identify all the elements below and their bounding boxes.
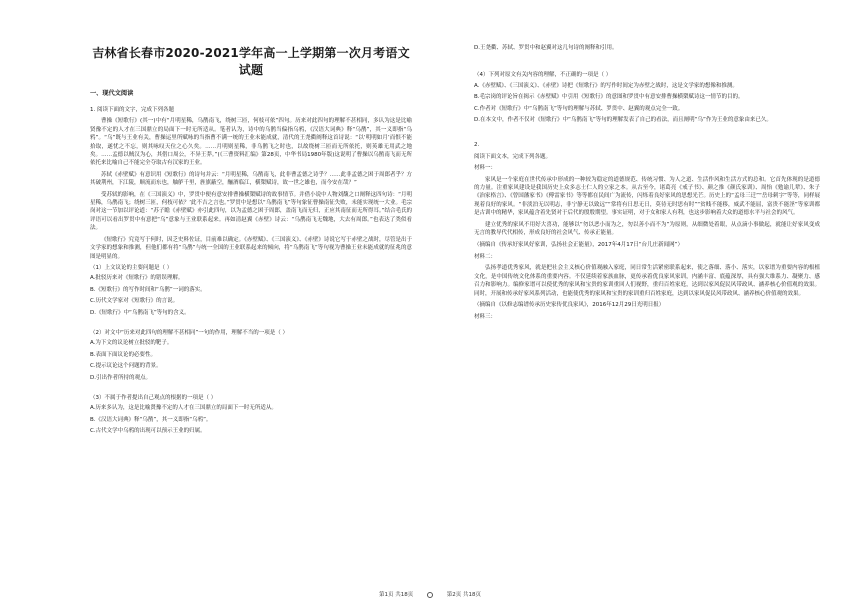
option-b: B.《短歌行》的写作时间和“乌鹊”一词的落实。 [90,286,206,293]
option-a: A.为下文的议论树立批驳的靶子。 [90,340,173,347]
option-b: B.毛宗岗的评论旨在揭示《赤壁赋》中引用《短歌行》的意图和罗贯中有意安排曹操横槊赋诗这一情节的目的。 [474,94,744,101]
page-number-left: 第1页 共18页 [379,592,414,598]
option-c: C.历代文学家对《短歌行》的言说。 [90,298,179,305]
material-paragraph: 建立优秀的家风不用好大喜功，能够以“勿以恶小而为之，勿以善小而不为”为原则，从细微处着眼，从点滴小事做起，就能让好家风变成无言的教导代代相传，形成良好的社会风气、传承正能量。 [474,221,820,237]
option-d: D.王尧衢、苏轼、罗贯中和赵翼对这几句诗的阐释和引用。 [474,45,618,51]
option-d: D.引出作者所持的观点。 [90,374,151,381]
option-a: A.批驳历来对《短歌行》的错误理解。 [90,275,184,282]
option-d: D.《短歌行》中“乌鹊南飞”等句的含义。 [90,309,190,316]
option-a: A.历来多认为，这是比喻贤豫不定的人才在三国鼎立的局面下一时无所适从。 [90,405,277,412]
page-footer [0,590,860,598]
question-intro: 1. 阅读下面的文字，完成下列各题 [90,107,174,113]
material-label: 材料一： [474,165,497,172]
option-c: C.作者对《短歌行》中“乌鹊南飞”等句的理解与苏轼、罗贯中、赵翼的观点完全一致。 [474,105,684,112]
section-heading: 一、现代文阅读 [90,90,134,97]
material-label: 材料三： [474,314,497,321]
option-a: A.《赤壁赋》、《三国演义》、《赤壁》诗把《短歌行》的写作时间定为赤壁之战时，这是文学家的想像和推测。 [474,82,738,89]
passage-paragraph-4: 《短歌行》究竟写于何时，因乏史料佐证，目前难以确定。《赤壁赋》、《三国演义》、《赤壁》诗说它写于赤壁之战时，尽管是出于文学家的想象和推测，但他们都有将“乌鹊”与统一全国的王业联系起来的倾向，将“乌鹊南飞”等句视为曹操王业未能成就的征兆的意图是明显的。 [90,236,412,260]
option-b: B.《汉语大词典》释“乌鹊”，其一义即指“乌鸦”。 [90,416,212,423]
passage-paragraph-1: 曹操《短歌行》(其一)中有“月明星稀，乌鹊南飞，绕树三匝，何枝可依”四句。历来对此四句的理解不甚相同，多认为这是比喻贤豫不定的人才在三国鼎立的局面下一时无所适从。笔者认为，诗中的乌鹊当偏指乌鸦，《汉语大词典》释“乌鹊”，其一义即指“乌鸦”。“乌”既与王业有关，曹操运里所赋咏的当指曹不满一统的王业未能成就，清代的王尧衢阐释这首诗说：“以‘明明如月’而恨不能拾取，遂忧之不忘，则其咏叹天位之心久矣。……月明则星稀，非乌鹊飞之时也，以故绕树三匝而无所依托，则英雄无用武之地矣。……孟德以贼汉为心，其借口周公，不异王莽。”(《三曹资料汇编》第28页，中华书局1980年版)这说明了曹操以乌鹊南飞而无所依托来比喻自己不能完全夺取古有汉家的王业。 [90,118,412,167]
subquestion-3: （3）不属于作者提出自己观点的根据的一项是（ ） [90,394,217,401]
option-c: C.古代文学中乌鸦的出现可以预示王业的归属。 [90,428,206,435]
question-number: 2. [474,142,480,149]
source-citation: （摘编自《传承好家风好家训，弘扬社会正能量》，2017年4月17日“台儿庄新闻网”） [474,241,683,248]
page-title: 吉林省长春市2020-2021学年高一上学期第一次月考语文试题 [92,46,410,77]
source-citation: （摘编自《以修志编谱传承历史家传优良家风》，2016年12月29日光明日报） [474,301,665,308]
page-number-right: 第2页 共18页 [446,592,481,598]
page-separator-icon [427,592,433,598]
subquestion-2: （2）对文中“历来对此四句的理解不甚相同”一句的作用，理解不当的一项是（ ） [90,329,288,336]
material-paragraph: 弘扬孝道优秀家风，就是把社会主义核心价值观融入家庭，同日常生活紧密联系起来，使之落细、落小、落实，以家谱为重要内容的根植文化，是中国传统文化体系的重要内容。不仅延续着家族血脉，更传承着优良家风家训，内涵丰富、底蕴深厚，具有强大维系力、凝聚力、感召力和影响力。编修家谱可以使优秀的家风和宝贵的家训重回人们视野，重归百姓家庭，达到以家风促民风带政风、涵养核心价值观的效果。同时，开展和传承好家风系列活动，也能使优秀的家风和宝贵的家训重归百姓家庭，达到以家风促民风带政风、涵养核心价值观的效果。 [474,265,820,297]
option-c: C.提示议论这个问题的背景。 [90,363,162,370]
passage-paragraph-2: 苏轼《赤壁赋》有意识用《短歌行》的诗句并云：“月明星稀，乌鹊南飞，此非曹孟德之诗乎？……此非孟德之困于周郎者乎？方其破荆州，下江陵，顺流而东也，舳舻千里，旌旗蔽空，酾酒临江，横槊赋诗，故一世之雄也，而今安在哉？” [90,171,412,187]
material-paragraph: 家风是一个家庭在世代传承中形成的一种较为稳定的道德规范、传统习惯、为人之道、生活作风和生活方式的总和。它首先体现的是道德的力量。注重家风建设是我国历史上众多志士仁人的立家之本。从古至今，诸葛亮《戒子书》、颜之推《颜氏家训》、周怡《勉谕儿辈》、朱子《治家格言》、《曾国藩家书》《傅雷家书》等等都在民间广为流传，闪烁着良好家风的思想光芒。历史上的“孟母三迁”“岳母刺字”等等，同样展现着良好的家风。“非淡泊无以明志，非宁静无以致远”“常将有日思无日，莫待无时思有时”“贫贱不能移，威武不能屈，富贵不能淫”等家训都是古训中的精华，家风蕴含着先贤对于后代的殷殷期望。事实证明，对于女和家人有利，也这步影响着大众的道德水平与社会的风气。 [474,176,820,217]
subquestion-4: （4）下列对原文有关内容的理解，不正确的一项是（ ） [474,72,612,79]
right-page [430,0,860,608]
material-label: 材料二： [474,253,497,260]
question-intro: 阅读下面文本，完成下列各题。 [474,153,552,160]
option-d: D.在本文中，作者不仅对《短歌行》中“乌鹊南飞”等句的理解发表了自己的看法，而且阐明“乌”作为王业的意象由来已久。 [474,117,772,124]
option-b: B.表面下面议论的必要性。 [90,351,157,358]
passage-paragraph-3: 受苏轼的影响，在《三国演义》中，罗贯中便有意安排曹操横槊赋诗的故事情节。并借小说中人物刘馥之口阐释这四句诗：“月明星稀，乌鹊南飞；绕树三匝，何枝可依？’此不吉之言也。”罗贯中是想以“乌鹊南飞”等句象征曹操南征失败，未能实现统一大业。毛宗岗对这一节加以评论道：“苏子瞻《赤壁赋》亦引此四句，以为孟德之困于周郎，盖南飞而无归，正应其南征而无所得耳。”结合毛氏的评语可以看出罗贯中有意把“乌”意象与王业联系起来。再如清赵翼《赤壁》诗云：“乌鹊南飞无魏地，大去有周郎。”也表达了类似看法。 [90,191,412,232]
subquestion-1: （1）上文议论的主要问题是（ ） [90,264,173,271]
